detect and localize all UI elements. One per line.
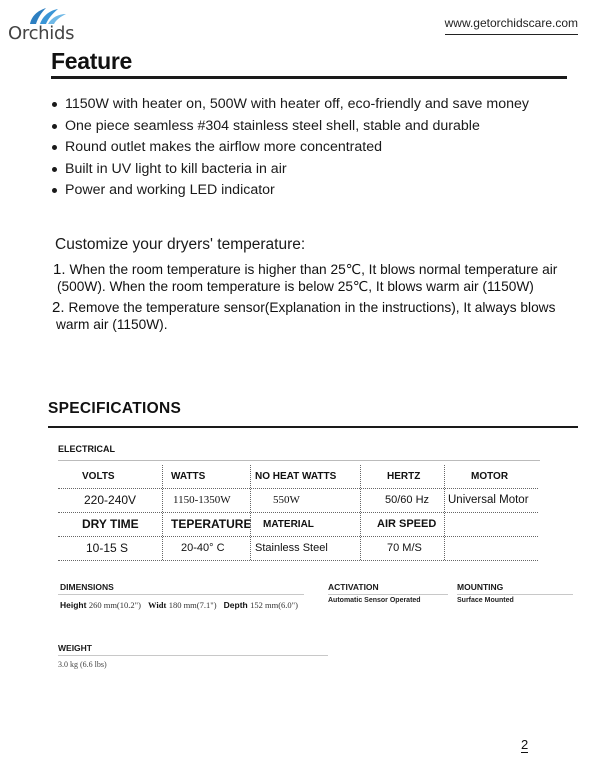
weight-divider (58, 655, 328, 656)
activation-value: Automatic Sensor Operated (328, 597, 421, 604)
bullet-icon (52, 124, 57, 129)
spec-header-cell: HERTZ (360, 465, 444, 488)
spec-header-cell: WATTS (162, 465, 250, 488)
spec-value-row (58, 537, 538, 561)
spec-header-cell: TEPERATURE (162, 513, 250, 536)
spec-header-cell: NO HEAT WATTS (250, 465, 360, 488)
feature-divider (51, 76, 567, 79)
specifications-title: SPECIFICATIONS (48, 400, 182, 417)
bullet-icon (52, 145, 57, 150)
feature-item: Power and working LED indicator (52, 180, 529, 202)
bullet-icon (52, 102, 57, 107)
spec-value-cell: 220-240V (84, 493, 137, 507)
mounting-value: Surface Mounted (457, 597, 514, 604)
page-number: 2 (521, 737, 529, 752)
bullet-icon (52, 188, 57, 193)
spec-value-cell: 70 M/S (360, 537, 444, 560)
mounting-divider (457, 594, 573, 595)
spec-value-row (58, 489, 538, 513)
spec-value-cell (444, 537, 538, 560)
spec-value-cell: Universal Motor (444, 489, 538, 512)
electrical-divider (58, 460, 540, 461)
feature-list (52, 94, 529, 202)
feature-item: One piece seamless #304 stainless steel shell, stable and durable (52, 116, 529, 138)
feature-title: Feature (51, 48, 132, 74)
specifications-divider (48, 426, 578, 428)
dimensions-divider (58, 594, 304, 595)
spec-value-cell: Stainless Steel (250, 537, 360, 560)
spec-header-row (58, 513, 538, 537)
spec-header-row (58, 465, 538, 489)
customize-title: Customize your dryers' temperature: (55, 236, 306, 253)
customize-item: 2. Remove the temperature sensor(Explanation in the instructions), It always blows warm air (1150W). (52, 299, 556, 332)
orchids-logo (8, 6, 78, 42)
spec-header-cell: MATERIAL (250, 513, 360, 536)
spec-value-cell: 550W (250, 489, 360, 512)
spec-header-cell: VOLTS (82, 471, 115, 482)
spec-table (58, 465, 538, 561)
activation-label: ACTIVATION (328, 582, 379, 592)
bullet-icon (52, 167, 57, 172)
feature-item: Round outlet makes the airflow more concentrated (52, 137, 529, 159)
electrical-label: ELECTRICAL (58, 444, 115, 454)
feature-item: Built in UV light to kill bacteria in air (52, 159, 529, 181)
spec-header-cell: DRY TIME (82, 517, 139, 531)
spec-header-cell: AIR SPEED (360, 513, 444, 536)
spec-value-cell: 20-40° C (162, 537, 250, 560)
weight-value: 3.0 kg (6.6 lbs) (58, 660, 107, 669)
spec-header-cell: MOTOR (444, 465, 538, 488)
customize-item: 1. When the room temperature is higher than 25℃, It blows normal temperature air (500W). When the room temperature is below 25℃, It blows warm air (1150W) (53, 261, 558, 294)
spec-value-cell: 1150-1350W (162, 489, 250, 512)
site-url[interactable]: www.getorchidscare.com (445, 16, 578, 35)
spec-header-cell (444, 513, 538, 536)
weight-label: WEIGHT (58, 643, 92, 653)
logo-wordmark: Orchids (8, 23, 75, 44)
mounting-label: MOUNTING (457, 582, 504, 592)
spec-value-cell: 10-15 S (86, 541, 129, 555)
dimensions-values: Height 260 mm(10.2") Widt 180 mm(7.1") Depth 152 mm(6.0") (60, 600, 298, 610)
spec-value-cell: 50/60 Hz (360, 489, 444, 512)
dimensions-label: DIMENSIONS (60, 582, 114, 592)
feature-item: 1150W with heater on, 500W with heater off, eco-friendly and save money (52, 94, 529, 116)
activation-divider (328, 594, 448, 595)
